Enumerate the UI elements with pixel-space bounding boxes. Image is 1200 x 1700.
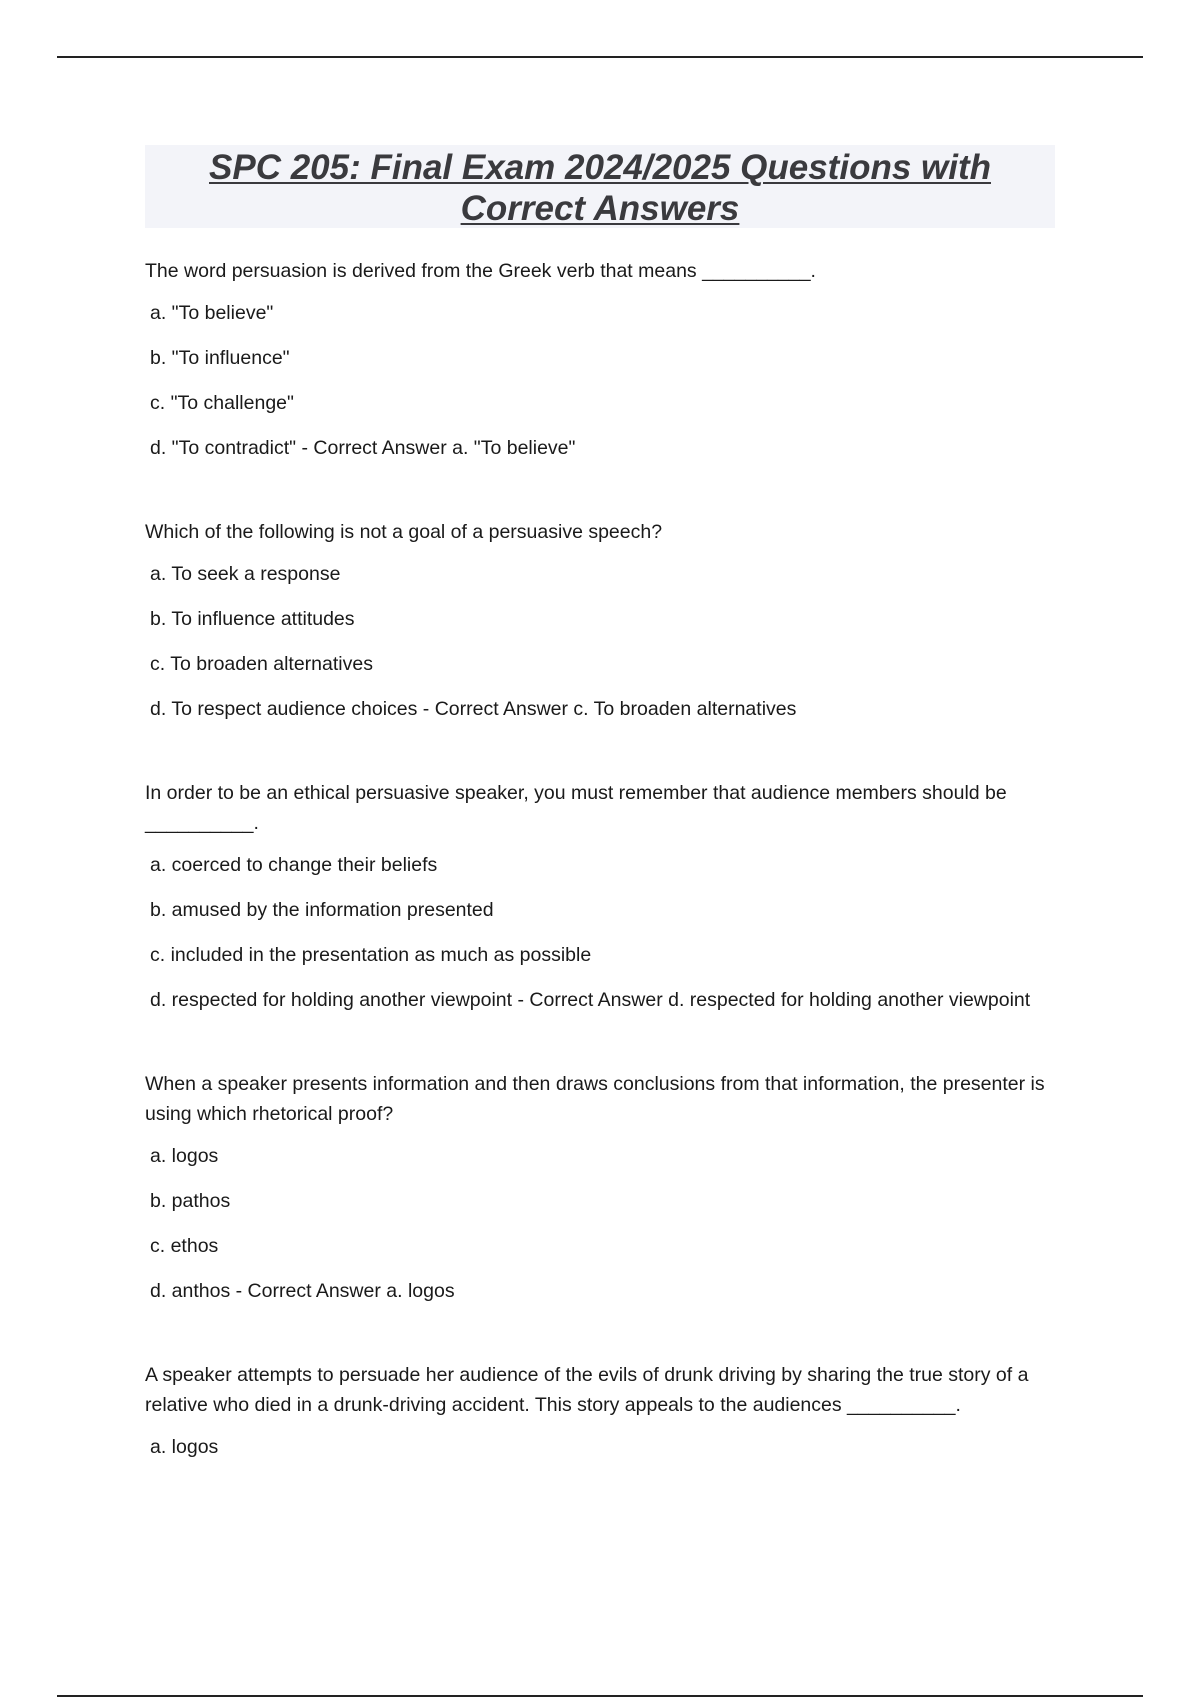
answer-option-with-correct-answer: d. "To contradict" - Correct Answer a. "To believe": [150, 437, 576, 459]
answer-options: [145, 1432, 1060, 1462]
answer-option: a. To seek a response: [150, 563, 341, 585]
question-4: [145, 1069, 1060, 1306]
question-list: [145, 256, 1060, 1516]
question-5: [145, 1360, 1060, 1462]
answer-option: c. "To challenge": [150, 392, 294, 414]
title-line-1: SPC 205: Final Exam 2024/2025 Questions with: [209, 148, 991, 187]
page-bottom-rule: [57, 1695, 1143, 1697]
answer-option: b. pathos: [150, 1190, 231, 1212]
answer-options: [145, 1141, 1060, 1306]
answer-options: [145, 298, 1060, 463]
page-top-rule: [57, 56, 1143, 58]
question-stem: Which of the following is not a goal of a persuasive speech?: [145, 521, 663, 543]
answer-option: c. ethos: [150, 1235, 219, 1257]
answer-option: a. logos: [150, 1436, 219, 1458]
answer-option-with-correct-answer: d. anthos - Correct Answer a. logos: [150, 1280, 455, 1302]
question-stem: When a speaker presents information and then draws conclusions from that information, the presenter is using which rhetorical proof?: [145, 1073, 1045, 1125]
answer-option-with-correct-answer: d. To respect audience choices - Correct Answer c. To broaden alternatives: [150, 698, 797, 720]
title-line-2: Correct Answers: [460, 189, 740, 228]
answer-option: b. To influence attitudes: [150, 608, 355, 630]
answer-options: [145, 559, 1060, 724]
title-banner: [145, 145, 1055, 228]
answer-option: a. coerced to change their beliefs: [150, 854, 438, 876]
answer-option: c. To broaden alternatives: [150, 653, 373, 675]
question-3: [145, 778, 1060, 1015]
question-1: [145, 256, 1060, 463]
question-stem: In order to be an ethical persuasive speaker, you must remember that audience members should be __________.: [145, 782, 1007, 834]
answer-option: b. "To influence": [150, 347, 290, 369]
answer-options: [145, 850, 1060, 1015]
document-title: [145, 145, 1055, 229]
answer-option: c. included in the presentation as much as possible: [150, 944, 592, 966]
question-stem: A speaker attempts to persuade her audience of the evils of drunk driving by sharing the true story of a relative who died in a drunk-driving accident. This story appeals to the audiences __________.: [145, 1364, 1029, 1416]
question-2: [145, 517, 1060, 724]
answer-option-with-correct-answer: d. respected for holding another viewpoint - Correct Answer d. respected for holding another viewpoint: [150, 989, 1031, 1011]
answer-option: a. "To believe": [150, 302, 274, 324]
answer-option: a. logos: [150, 1145, 219, 1167]
question-stem: The word persuasion is derived from the Greek verb that means __________.: [145, 260, 816, 282]
answer-option: b. amused by the information presented: [150, 899, 494, 921]
